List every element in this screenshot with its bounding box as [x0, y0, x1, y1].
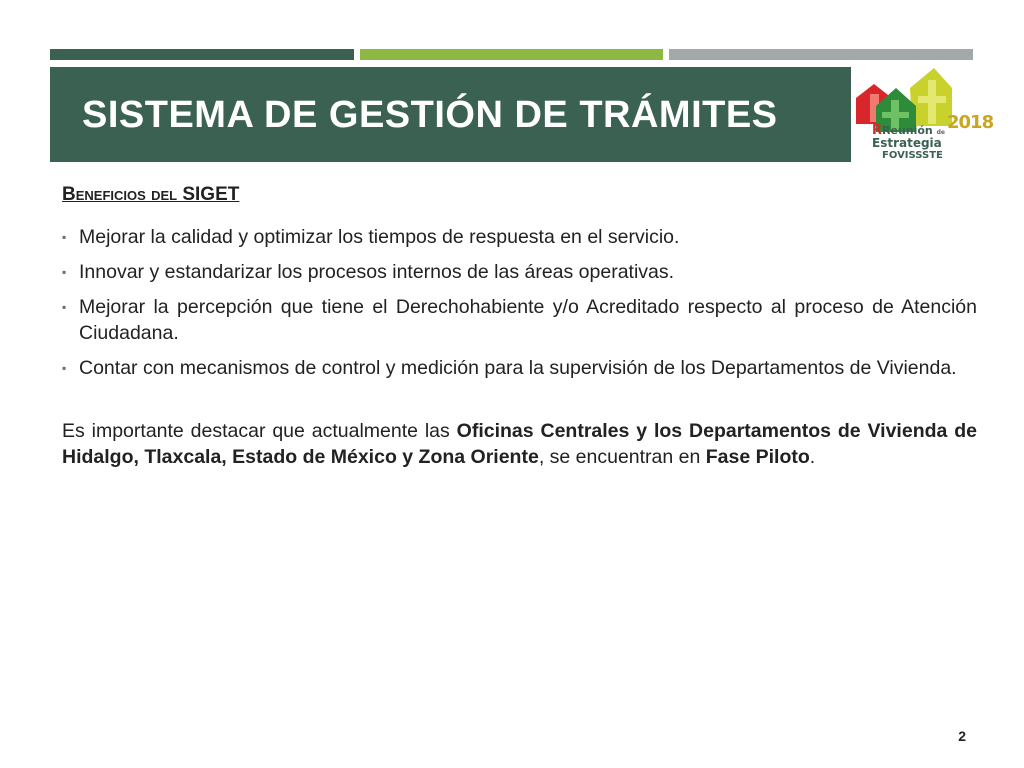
- paragraph-text: , se encuentran en: [538, 446, 706, 468]
- bullet-square-icon: ▪: [62, 300, 67, 314]
- list-item: [62, 355, 977, 381]
- logo-line3: FOVISSSTE: [882, 150, 943, 161]
- title-band: [50, 67, 851, 162]
- slide-content: [62, 184, 977, 470]
- bullet-square-icon: ▪: [62, 361, 67, 375]
- top-bar-lime: [360, 49, 663, 60]
- benefits-list: [62, 224, 977, 381]
- closing-paragraph: [62, 418, 977, 470]
- logo-line1: Reunión: [882, 124, 933, 137]
- paragraph-bold-phase: Fase Piloto: [705, 446, 810, 468]
- page-number: 2: [958, 728, 966, 744]
- logo-line2: Estrategia: [872, 136, 942, 150]
- list-item-text: Mejorar la calidad y optimizar los tiempos de respuesta en el servicio.: [79, 226, 680, 248]
- paragraph-text: Es importante destacar que actualmente las: [62, 420, 457, 442]
- slide-title: SISTEMA DE GESTIÓN DE TRÁMITES: [82, 94, 778, 136]
- list-item-text: Contar con mecanismos de control y medición para la supervisión de los Departamentos de Vivienda.: [79, 357, 957, 379]
- list-item-text: Mejorar la percepción que tiene el Derechohabiente y/o Acreditado respecto al proceso de Atención Ciudadana.: [79, 296, 977, 344]
- logo-year: 2018: [947, 112, 994, 133]
- list-item: [62, 294, 977, 346]
- bullet-square-icon: ▪: [62, 230, 67, 244]
- paragraph-bold-offices: Oficinas Centrales y los Departamentos de Vivienda de Hidalgo, Tlaxcala, Estado de México y Zona Oriente: [62, 420, 977, 468]
- top-bar-dark-green: [50, 49, 354, 60]
- list-item: [62, 259, 977, 285]
- bullet-square-icon: ▪: [62, 265, 67, 279]
- list-item-text: Innovar y estandarizar los procesos internos de las áreas operativas.: [79, 261, 675, 283]
- list-item: [62, 224, 977, 250]
- section-subtitle: Beneficios del SIGET: [62, 184, 240, 205]
- paragraph-text: .: [809, 446, 816, 468]
- event-logo: RReunión de 2018 Estrategia FOVISSSTE: [852, 66, 982, 166]
- logo-line1-small: de: [936, 129, 945, 136]
- top-bar-gray: [669, 49, 973, 60]
